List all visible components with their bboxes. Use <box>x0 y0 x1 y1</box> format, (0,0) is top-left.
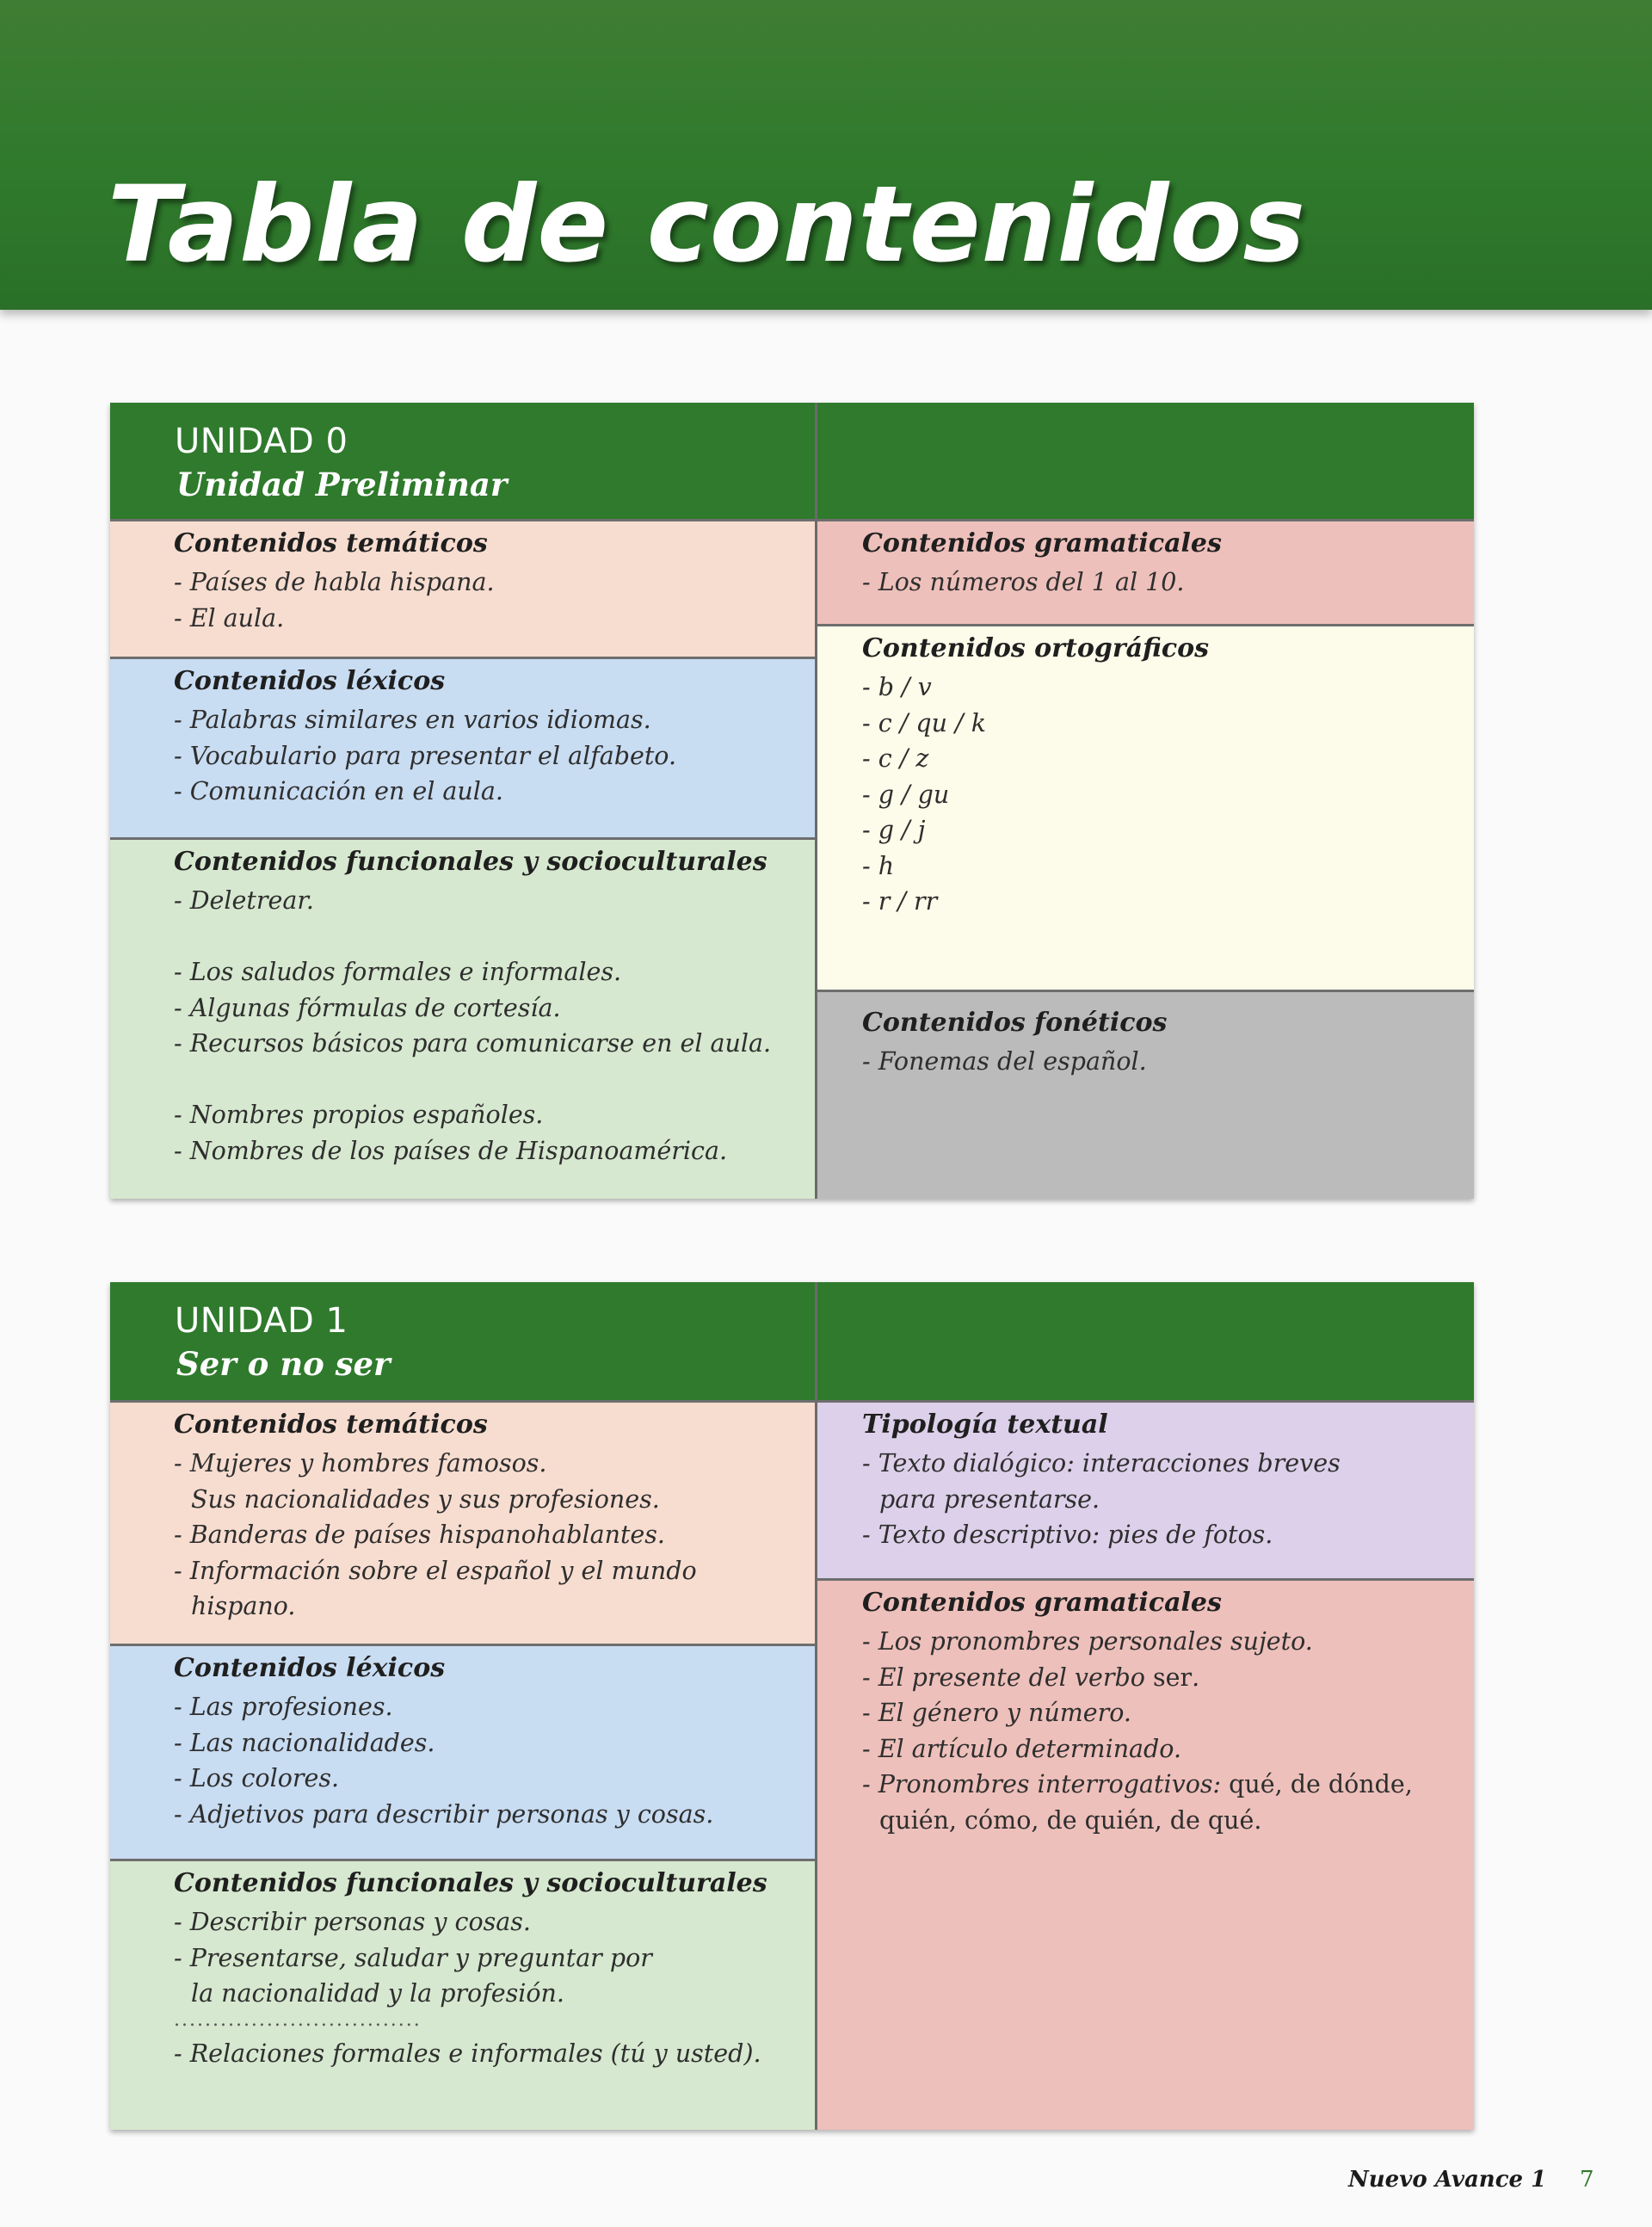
list-item: - Los pronombres personales sujeto. <box>862 1627 1313 1656</box>
section-contenidos-funcionales <box>110 1859 815 2130</box>
unit-number: UNIDAD 0 <box>175 422 348 461</box>
unit-1-left-column <box>110 1400 815 2130</box>
footer-book-title: Nuevo Avance 1 <box>1348 2167 1547 2193</box>
section-contenidos-tematicos <box>110 1400 815 1644</box>
list-item: - r / rr <box>862 887 938 916</box>
list-item: - Países de habla hispana. <box>174 568 495 596</box>
spacer <box>174 919 771 955</box>
list-item: - Los números del 1 al 10. <box>862 568 1185 596</box>
list-item: - g / j <box>862 816 926 844</box>
section-contenidos-gramaticales <box>817 519 1474 624</box>
section-title: Contenidos fonéticos <box>862 1008 1168 1038</box>
list-item: - c / z <box>862 744 929 773</box>
list-item: - Información sobre el español y el mundo <box>174 1556 697 1585</box>
unit-1-right-column <box>817 1400 1474 2130</box>
section-contenidos-tematicos <box>110 519 815 657</box>
section-title: Contenidos temáticos <box>174 528 488 558</box>
list-item: hispano. <box>191 1592 296 1620</box>
section-title: Tipología textual <box>862 1410 1108 1440</box>
list-item: - Los saludos formales e informales. <box>174 958 622 986</box>
list-item: para presentarse. <box>879 1484 1100 1514</box>
list-item: Sus nacionalidades y sus profesiones. <box>191 1484 660 1514</box>
page-number: 7 <box>1580 2167 1594 2193</box>
list-item: - Vocabulario para presentar el alfabeto. <box>174 741 677 770</box>
section-title: Contenidos temáticos <box>174 1410 488 1440</box>
unit-0-left-column <box>110 519 815 1199</box>
section-title: Contenidos gramaticales <box>862 528 1222 558</box>
unit-0-header <box>110 403 1474 519</box>
list-item: - Palabras similares en varios idiomas. <box>174 706 651 734</box>
highlighted-words: qué, de dónde, <box>1229 1770 1413 1798</box>
section-contenidos-foneticos <box>817 990 1474 1199</box>
list-item: - Recursos básicos para comunicarse en el aula. <box>174 1029 772 1058</box>
list-item: - Los colores. <box>174 1764 340 1792</box>
list-item: - El artículo determinado. <box>862 1734 1182 1763</box>
highlighted-word: ser <box>1152 1663 1193 1692</box>
section-contenidos-lexicos <box>110 657 815 837</box>
list-item: - Deletrear. <box>174 886 314 915</box>
list-item: - Presentarse, saludar y preguntar por <box>174 1943 652 1972</box>
line-text: . <box>1192 1663 1200 1692</box>
list-item: - Las profesiones. <box>174 1693 393 1721</box>
header-divider <box>815 403 817 519</box>
unit-1-header <box>110 1282 1474 1400</box>
section-title: Contenidos léxicos <box>174 666 446 696</box>
unit-1-table <box>110 1282 1474 2130</box>
list-item: - Nombres propios españoles. <box>174 1101 544 1129</box>
list-item: - El género y número. <box>862 1699 1131 1727</box>
page-title: Tabla de contenidos <box>108 163 1307 286</box>
section-contenidos-funcionales <box>110 837 815 1199</box>
section-title: Contenidos funcionales y socioculturales <box>174 847 767 877</box>
unit-0-right-column <box>817 519 1474 1199</box>
section-contenidos-ortograficos <box>817 624 1474 990</box>
list-item: - Describir personas y cosas. <box>174 1908 531 1936</box>
list-item: - Nombres de los países de Hispanoamérica. <box>174 1136 728 1165</box>
list-item: - Comunicación en el aula. <box>174 777 503 805</box>
list-item: - Fonemas del español. <box>862 1047 1147 1076</box>
list-item <box>862 1803 1413 1839</box>
section-title: Contenidos ortográficos <box>862 633 1210 663</box>
list-item: - Las nacionalidades. <box>174 1728 435 1757</box>
section-title: Contenidos funcionales y socioculturales <box>174 1868 767 1898</box>
line-text: - Pronombres interrogativos: <box>862 1770 1230 1798</box>
dotted-separator: ................................ <box>174 2008 422 2031</box>
list-item <box>862 1660 1413 1696</box>
unit-name: Ser o no ser <box>176 1345 391 1383</box>
list-item: - b / v <box>862 673 932 701</box>
list-item: la nacionalidad y la profesión. <box>191 1979 564 2008</box>
list-item: - h <box>862 851 895 880</box>
list-item: - Algunas fórmulas de cortesía. <box>174 993 561 1022</box>
list-item <box>862 1767 1413 1803</box>
section-contenidos-lexicos <box>110 1644 815 1859</box>
highlighted-words: quién, cómo, de quién, de qué. <box>879 1805 1262 1835</box>
unit-number: UNIDAD 1 <box>175 1301 348 1341</box>
list-item: - g / gu <box>862 780 950 809</box>
header-divider <box>815 1282 817 1400</box>
line-text: - El presente del verbo <box>862 1663 1153 1692</box>
unit-name: Unidad Preliminar <box>176 466 508 503</box>
section-contenidos-gramaticales <box>817 1578 1474 2130</box>
list-item: - Texto dialógico: interacciones breves <box>862 1449 1341 1477</box>
section-title: Contenidos gramaticales <box>862 1588 1222 1618</box>
spacer <box>174 1062 771 1098</box>
unit-0-table <box>110 403 1474 1199</box>
list-item: - c / qu / k <box>862 708 986 737</box>
list-item: - Texto descriptivo: pies de fotos. <box>862 1521 1273 1549</box>
list-item: - El aula. <box>174 603 285 632</box>
list-item: - Adjetivos para describir personas y cosas. <box>174 1799 714 1829</box>
list-item: - Mujeres y hombres famosos. <box>174 1449 547 1477</box>
list-item: - Banderas de países hispanohablantes. <box>174 1521 665 1549</box>
list-item: - Relaciones formales e informales (tú y usted). <box>174 2039 761 2068</box>
section-tipologia-textual <box>817 1400 1474 1578</box>
section-title: Contenidos léxicos <box>174 1653 446 1683</box>
